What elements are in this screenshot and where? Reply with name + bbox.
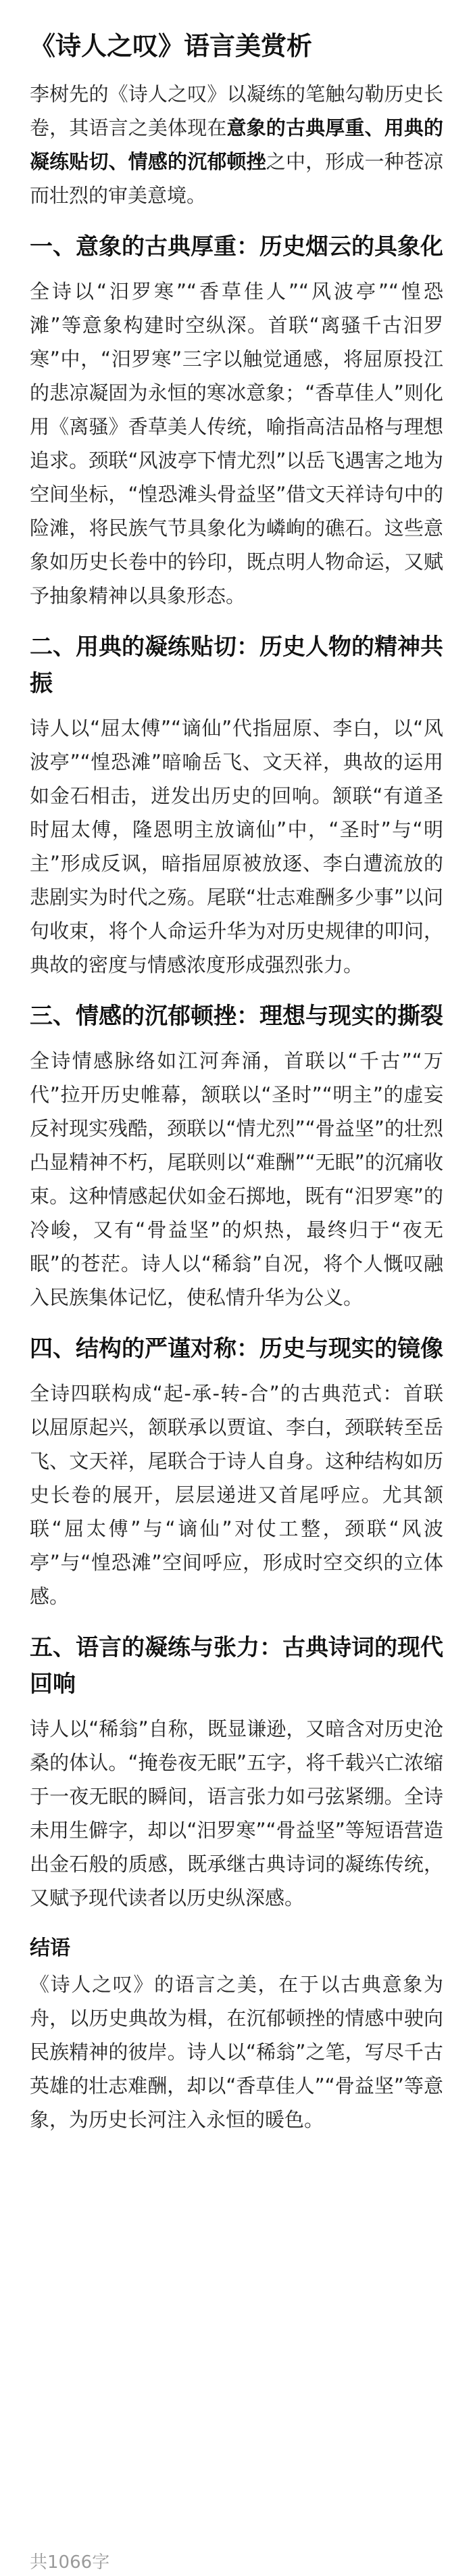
conclusion-body: 《诗人之叹》的语言之美，在于以古典意象为舟，以历史典故为楫，在沉郁顿挫的情感中驶向民族精神的彼岸。诗人以“稀翁”之笔，写尽千古英雄的壮志难酬，却以“香草佳人”“骨益坚”等意象，为历史长河注入永恒的暖色。 — [30, 1973, 443, 2131]
section-5-body: 诗人以“稀翁”自称，既显谦逊，又暗含对历史沧桑的体认。“掩卷夜无眠”五字，将千载兴亡浓缩于一夜无眠的瞬间，语言张力如弓弦紧绷。全诗未用生僻字，却以“汨罗寒”“骨益坚”等短语营造出金石般的质感，既承继古典诗词的凝练传统，又赋予现代读者以历史纵深感。 — [30, 1717, 443, 1909]
section-3-body: 全诗情感脉络如江河奔涌，首联以“千古”“万代”拉开历史帷幕，颔联以“圣时”“明主”的虚妄反衬现实残酷，颈联以“情尤烈”“骨益坚”的壮烈凸显精神不朽，尾联则以“难酬”“无眠”的沉痛收束。这种情感起伏如金石掷地，既有“汨罗寒”的冷峻，又有“骨益坚”的炽热，最终归于“夜无眠”的苍茫。诗人以“稀翁”自况，将个人慨叹融入民族集体记忆，使私情升华为公义。 — [30, 1049, 443, 1309]
intro-paragraph — [30, 77, 443, 212]
article-title: 《诗人之叹》语言美赏析 — [30, 31, 313, 61]
word-count: 共1066字 — [30, 2552, 110, 2573]
section-4-heading: 四、结构的严谨对称：历史与现实的镜像 — [30, 1335, 443, 1362]
conclusion-heading: 结语 — [30, 1936, 70, 1960]
section-5-heading: 五、语言的凝练与张力：古典诗词的现代回响 — [30, 1634, 443, 1698]
section-4-body: 全诗四联构成“起-承-转-合”的古典范式：首联以屈原起兴，颔联承以贾谊、李白，颈联转至岳飞、文天祥，尾联合于诗人自身。这种结构如历史长卷的展开，层层递进又首尾呼应。尤其颔联“屈太傅”与“谪仙”对仗工整，颈联“风波亭”与“惶恐滩”空间呼应，形成时空交织的立体感。 — [30, 1382, 443, 1608]
intro-text-post: 之中，形成一种苍凉而壮烈的审美意境。 — [30, 150, 443, 207]
section-3-heading: 三、情感的沉郁顿挫：理想与现实的撕裂 — [30, 1003, 443, 1030]
section-1-body: 全诗以“汨罗寒”“香草佳人”“风波亭”“惶恐滩”等意象构建时空纵深。首联“离骚千古汨罗寒”中，“汨罗寒”三字以触觉通感，将屈原投江的悲凉凝固为永恒的寒冰意象；“香草佳人”则化用《离骚》香草美人传统，喻指高洁品格与理想追求。颈联“风波亭下情尤烈”以岳飞遇害之地为空间坐标，“惶恐滩头骨益坚”借文天祥诗句中的险滩，将民族气节具象化为嶙峋的礁石。这些意象如历史长卷中的钤印，既点明人物命运，又赋予抽象精神以具象形态。 — [30, 280, 443, 607]
section-2-body: 诗人以“屈太傅”“谪仙”代指屈原、李白，以“风波亭”“惶恐滩”暗喻岳飞、文天祥，典故的运用如金石相击，迸发出历史的回响。颔联“有道圣时屈太傅，隆恩明主放谪仙”中，“圣时”与“明主”形成反讽，暗指屈原被放逐、李白遭流放的悲剧实为时代之殇。尾联“壮志难酬多少事”以问句收束，将个人命运升华为对历史规律的叩问，典故的密度与情感浓度形成强烈张力。 — [30, 717, 443, 976]
section-2-heading: 二、用典的凝练贴切：历史人物的精神共振 — [30, 634, 443, 697]
intro-emphasis: 意象的古典厚重、用典的凝练贴切、情感的沉郁顿挫 — [30, 116, 443, 173]
intro-text-pre: 李树先的《诗人之叹》以凝练的笔触勾勒历史长卷，其语言之美体现在 — [30, 82, 443, 139]
section-1-heading: 一、意象的古典厚重：历史烟云的具象化 — [30, 233, 443, 260]
